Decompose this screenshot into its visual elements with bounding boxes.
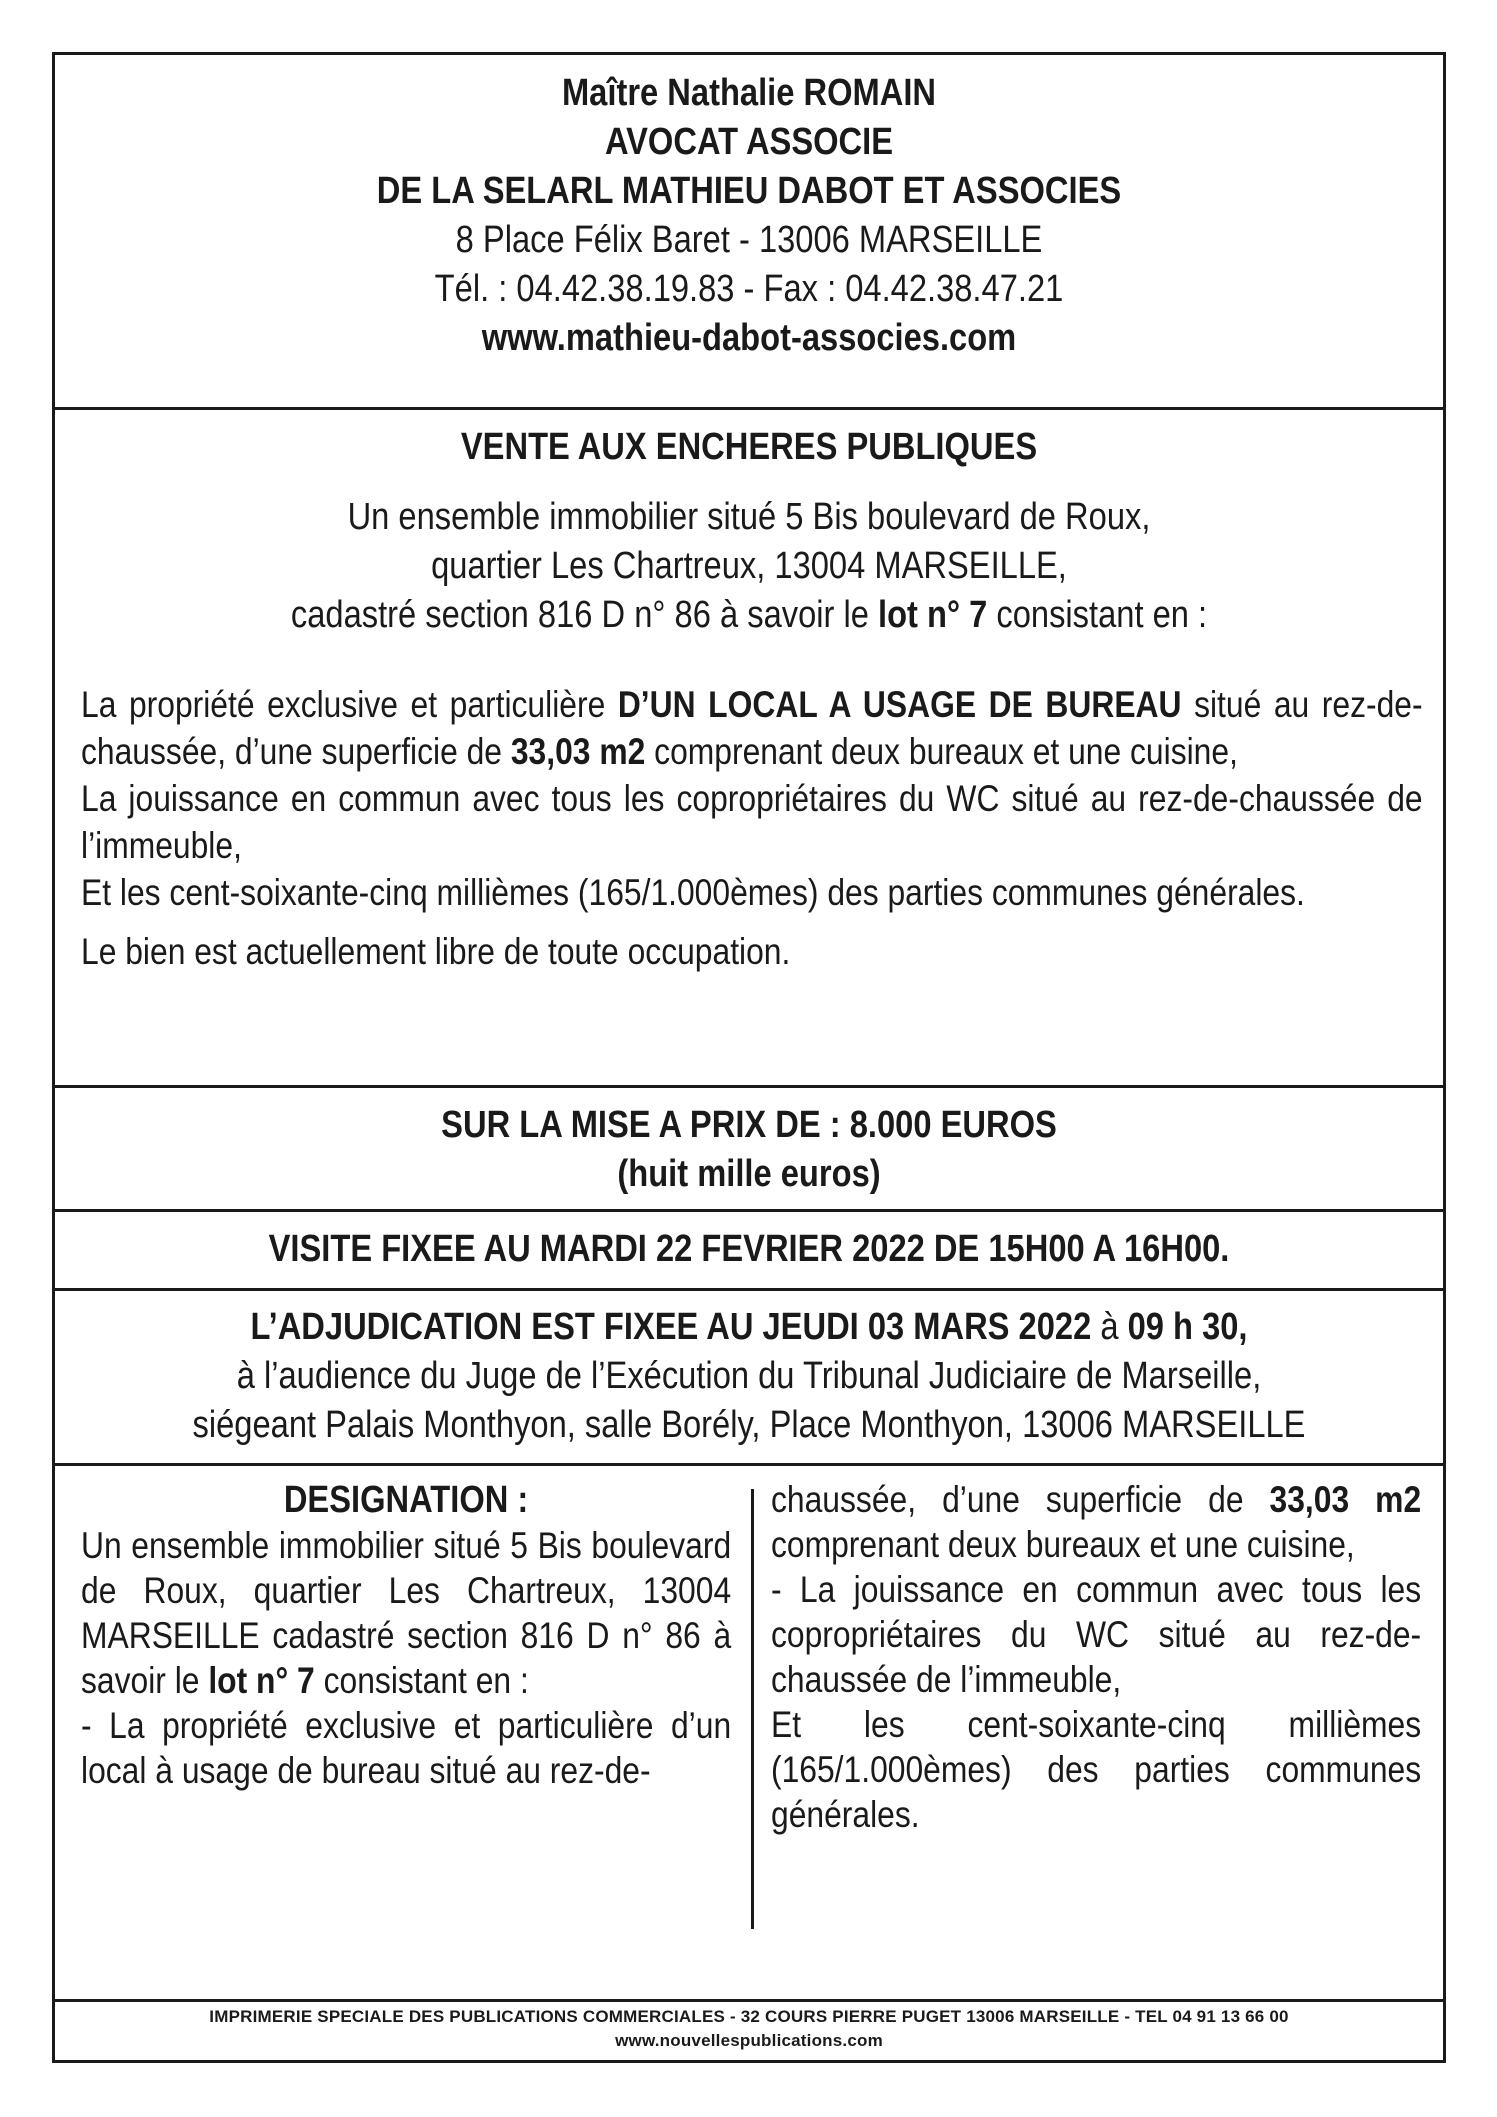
sale-intro-line: quartier Les Chartreux, 13004 MARSEILLE,: [431, 545, 1067, 587]
occupation-status: Le bien est actuellement libre de toute occupation.: [81, 931, 791, 972]
firm-website[interactable]: www.mathieu-dabot-associes.com: [481, 317, 1017, 359]
divider: [55, 407, 1443, 410]
text: Et les cent-soixante-cinq millièmes (165/1.000èmes) des parties communes générales.: [771, 1704, 1422, 1835]
adjudication-title: [152, 1303, 1346, 1352]
sale-heading: [55, 423, 1443, 472]
visit-date: VISITE FIXEE AU MARDI 22 FEVRIER 2022 DE 15H00 A 16H00.: [268, 1228, 1230, 1270]
lot-number: lot n° 7: [208, 1660, 315, 1701]
divider: [55, 1209, 1443, 1212]
surface-area: 33,03 m2: [1269, 1479, 1422, 1520]
designation-title: DESIGNATION :: [283, 1479, 529, 1521]
text: Un ensemble immobilier situé 5 Bis boulevard de Roux, quartier Les Chartreux, 13004 MARSEILLE cadastré section 816 D n° 86 à savoir le: [81, 1525, 732, 1701]
lawyer-header: [55, 69, 1443, 363]
property-type: D’UN LOCAL A USAGE DE BUREAU: [617, 684, 1182, 725]
text: - La jouissance en commun avec tous les copropriétaires du WC situé au rez-de-chaussée de l’immeuble,: [771, 1569, 1422, 1700]
sale-intro-line: Un ensemble immobilier situé 5 Bis boulevard de Roux,: [347, 496, 1151, 538]
divider: [55, 1288, 1443, 1291]
lot-number: lot n° 7: [878, 594, 988, 636]
text: - La propriété exclusive et particulière d’un local à usage de bureau situé au rez-de-: [81, 1705, 732, 1791]
divider: [55, 1999, 1443, 2002]
designation-left-column: [81, 1477, 731, 1793]
price-line: SUR LA MISE A PRIX DE : 8.000 EUROS: [441, 1104, 1057, 1146]
designation-right-column: [771, 1477, 1421, 1837]
price-words: (huit mille euros): [617, 1153, 881, 1195]
court-line: à l’audience du Juge de l’Exécution du Tribunal Judiciaire de Marseille,: [236, 1355, 1262, 1397]
firm-address: 8 Place Félix Baret - 13006 MARSEILLE: [455, 219, 1043, 261]
text: situé au rez-de-chaussée, d’une superficie de: [81, 684, 1423, 772]
printer-footer: [55, 2005, 1443, 2053]
text: chaussée, d’une superficie de: [771, 1479, 1270, 1520]
text: La propriété exclusive et particulière: [81, 684, 618, 725]
text: consistant en :: [314, 1660, 529, 1701]
sale-intro: [55, 493, 1443, 640]
sale-title: VENTE AUX ENCHERES PUBLIQUES: [460, 426, 1038, 468]
firm-phone: Tél. : 04.42.38.19.83 - Fax : 04.42.38.47.21: [434, 268, 1064, 310]
sale-description: [55, 681, 1443, 975]
column-divider: [751, 1489, 754, 1929]
law-firm: DE LA SELARL MATHIEU DABOT ET ASSOCIES: [376, 170, 1122, 212]
divider: [55, 1463, 1443, 1466]
description-paragraph: [81, 681, 1423, 916]
legal-notice: [52, 52, 1446, 2063]
printer-website[interactable]: www.nouvellespublications.com: [615, 2031, 883, 2050]
text: cadastré section 816 D n° 86 à savoir le: [290, 594, 878, 636]
text: 09 h 30,: [1118, 1306, 1248, 1348]
lawyer-name: Maître Nathalie ROMAIN: [561, 72, 937, 114]
sale-intro-line: [152, 591, 1346, 640]
common-parts-text: Et les cent-soixante-cinq millièmes (165/1.000èmes) des parties communes générales.: [81, 872, 1305, 913]
text: consistant en :: [987, 594, 1208, 636]
visit-info: [55, 1225, 1443, 1274]
common-use-text: La jouissance en commun avec tous les copropriétaires du WC situé au rez-de-chaussée de l’immeuble,: [81, 778, 1423, 866]
court-address: siégeant Palais Monthyon, salle Borély, Place Monthyon, 13006 MARSEILLE: [192, 1404, 1306, 1446]
designation-left-text: [81, 1523, 731, 1793]
printer-info: IMPRIMERIE SPECIALE DES PUBLICATIONS COMMERCIALES - 32 COURS PIERRE PUGET 13006 MARSEILLE - TEL 04 91 13 66 00: [209, 2007, 1289, 2026]
adjudication-info: [55, 1303, 1443, 1450]
surface-area: 33,03 m2: [510, 731, 646, 772]
text: comprenant deux bureaux et une cuisine,: [645, 731, 1238, 772]
text: à: [1100, 1306, 1119, 1348]
designation-right-text: [771, 1477, 1421, 1837]
text: comprenant deux bureaux et une cuisine,: [771, 1524, 1355, 1565]
divider: [55, 1085, 1443, 1088]
starting-price: [55, 1101, 1443, 1199]
designation-section: [55, 1477, 1443, 1957]
text: L’ADJUDICATION EST FIXEE AU JEUDI 03 MARS 2022: [250, 1306, 1101, 1348]
lawyer-role: AVOCAT ASSOCIE: [604, 121, 894, 163]
